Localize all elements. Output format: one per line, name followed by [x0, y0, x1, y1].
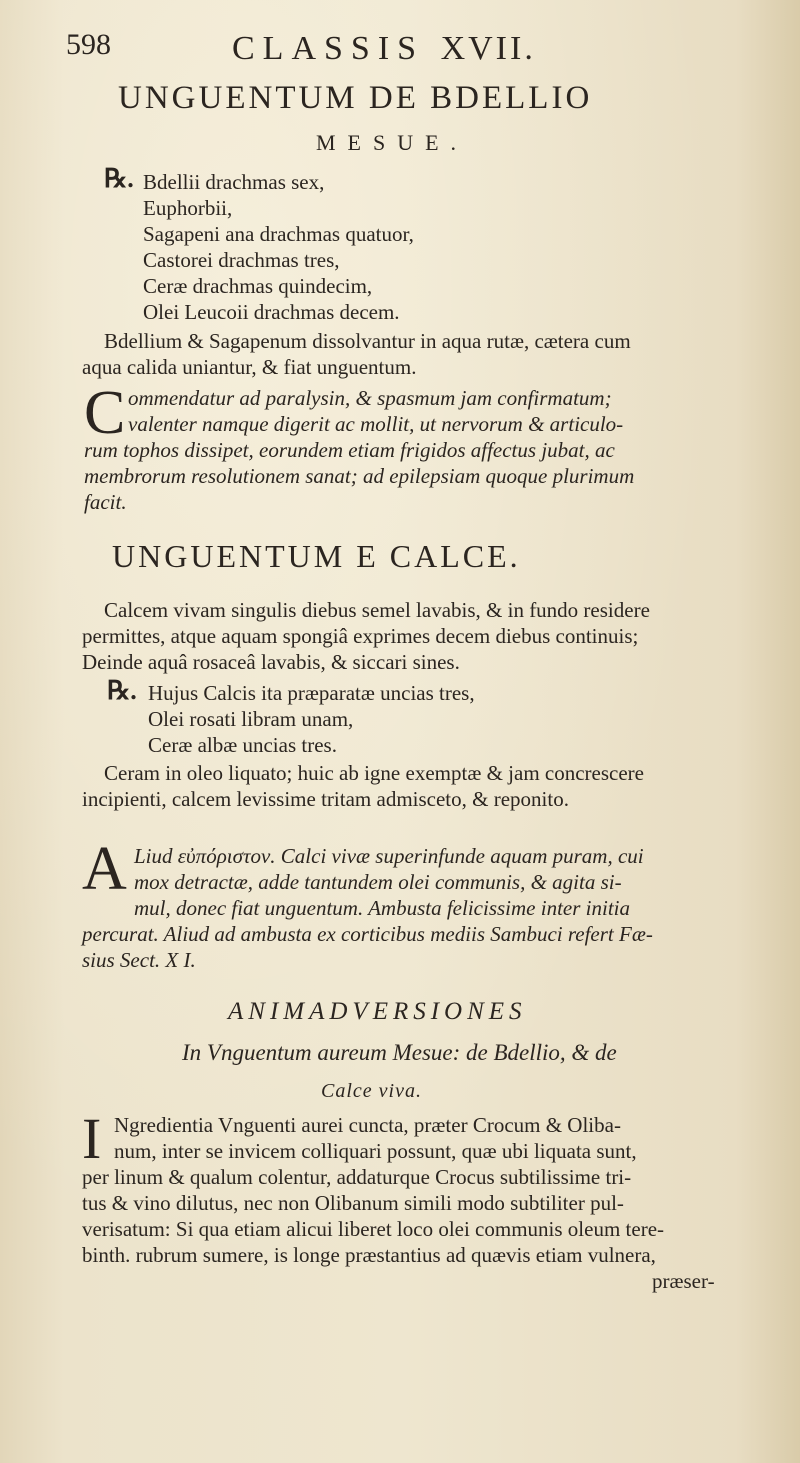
catchword: præser- — [652, 1269, 715, 1293]
running-header — [232, 30, 536, 68]
ingredient-line: Ceræ albæ uncias tres. — [148, 733, 337, 757]
alt-line: sius Sect. X I. — [82, 948, 196, 972]
section-title-animadversiones: ANIMADVERSIONES — [228, 998, 527, 1025]
recipe-symbol: ℞. — [107, 676, 137, 705]
method-line: aqua calida uniantur, & fiat unguentum. — [82, 355, 417, 379]
ingredient-line: Castorei drachmas tres, — [143, 248, 340, 272]
drop-cap: C — [84, 379, 126, 447]
body-line: Ngredientia Vnguenti aurei cuncta, præter Crocum & Oliba- — [114, 1113, 621, 1137]
drop-cap: A — [82, 835, 127, 903]
ingredient-line: Sagapeni ana drachmas quatuor, — [143, 222, 414, 246]
alt-line: mox detractæ, adde tantundem olei communis, & agita si- — [134, 870, 622, 894]
prep-line: Calcem vivam singulis diebus semel lavabis, & in fundo residere — [104, 598, 650, 622]
ingredient-line: Hujus Calcis ita præparatæ uncias tres, — [148, 681, 475, 705]
uses-line: ommendatur ad paralysin, & spasmum jam confirmatum; — [128, 386, 612, 410]
section-title-bdellio: UNGUENTUM DE BDELLIO — [118, 80, 593, 116]
uses-line: valenter namque digerit ac mollit, ut nervorum & articulo- — [128, 412, 624, 436]
body-line: verisatum: Si qua etiam alicui liberet loco olei communis oleum tere- — [82, 1217, 665, 1241]
body-line: tus & vino dilutus, nec non Olibanum simili modo subtiliter pul- — [82, 1191, 624, 1215]
classis-roman: XVII. — [440, 30, 536, 67]
drop-cap: I — [82, 1106, 102, 1171]
uses-line: membrorum resolutionem sanat; ad epilepsiam quoque plurimum — [84, 464, 635, 488]
method-line: Bdellium & Sagapenum dissolvantur in aqua rutæ, cætera cum — [104, 329, 631, 353]
section-subtitle: In Vnguentum aureum Mesue: de Bdellio, & de — [182, 1040, 617, 1065]
section-author: MESUE. — [316, 130, 469, 155]
method-line: incipienti, calcem levissime tritam admisceto, & reponito. — [82, 787, 569, 811]
prep-line: Deinde aquâ rosaceâ lavabis, & siccari sines. — [82, 650, 460, 674]
body-line: per linum & qualum colentur, addaturque Crocus subtilissime tri- — [82, 1165, 632, 1189]
prep-line: permittes, atque aquam spongiâ exprimes decem diebus continuis; — [82, 624, 639, 648]
ingredient-line: Bdellii drachmas sex, — [143, 170, 325, 194]
section-subtitle: Calce viva. — [321, 1080, 422, 1102]
uses-line: facit. — [84, 490, 127, 514]
uses-line: rum tophos dissipet, eorundem etiam frigidos affectus jubat, ac — [84, 438, 615, 462]
alt-line: Liud εὐπόριστον. Calci vivæ superinfunde aquam puram, cui — [134, 844, 644, 868]
classis-label: CLASSIS — [232, 30, 425, 67]
ingredient-line: Olei rosati libram unam, — [148, 707, 354, 731]
section-title-calce: UNGUENTUM E CALCE. — [112, 538, 521, 574]
method-line: Ceram in oleo liquato; huic ab igne exemptæ & jam concrescere — [104, 761, 644, 785]
body-line: binth. rubrum sumere, is longe præstantius ad quævis etiam vulnera, — [82, 1243, 656, 1267]
ingredient-line: Euphorbii, — [143, 196, 233, 220]
ingredient-line: Olei Leucoii drachmas decem. — [143, 300, 400, 324]
ingredient-line: Ceræ drachmas quindecim, — [143, 274, 373, 298]
alt-line: percurat. Aliud ad ambusta ex corticibus mediis Sambuci refert Fæ- — [82, 922, 653, 946]
body-line: num, inter se invicem colliquari possunt, quæ ubi liquata sunt, — [114, 1139, 637, 1163]
recipe-symbol: ℞. — [104, 164, 134, 193]
page-number: 598 — [66, 28, 111, 61]
alt-line: mul, donec fiat unguentum. Ambusta felicissime inter initia — [134, 896, 630, 920]
